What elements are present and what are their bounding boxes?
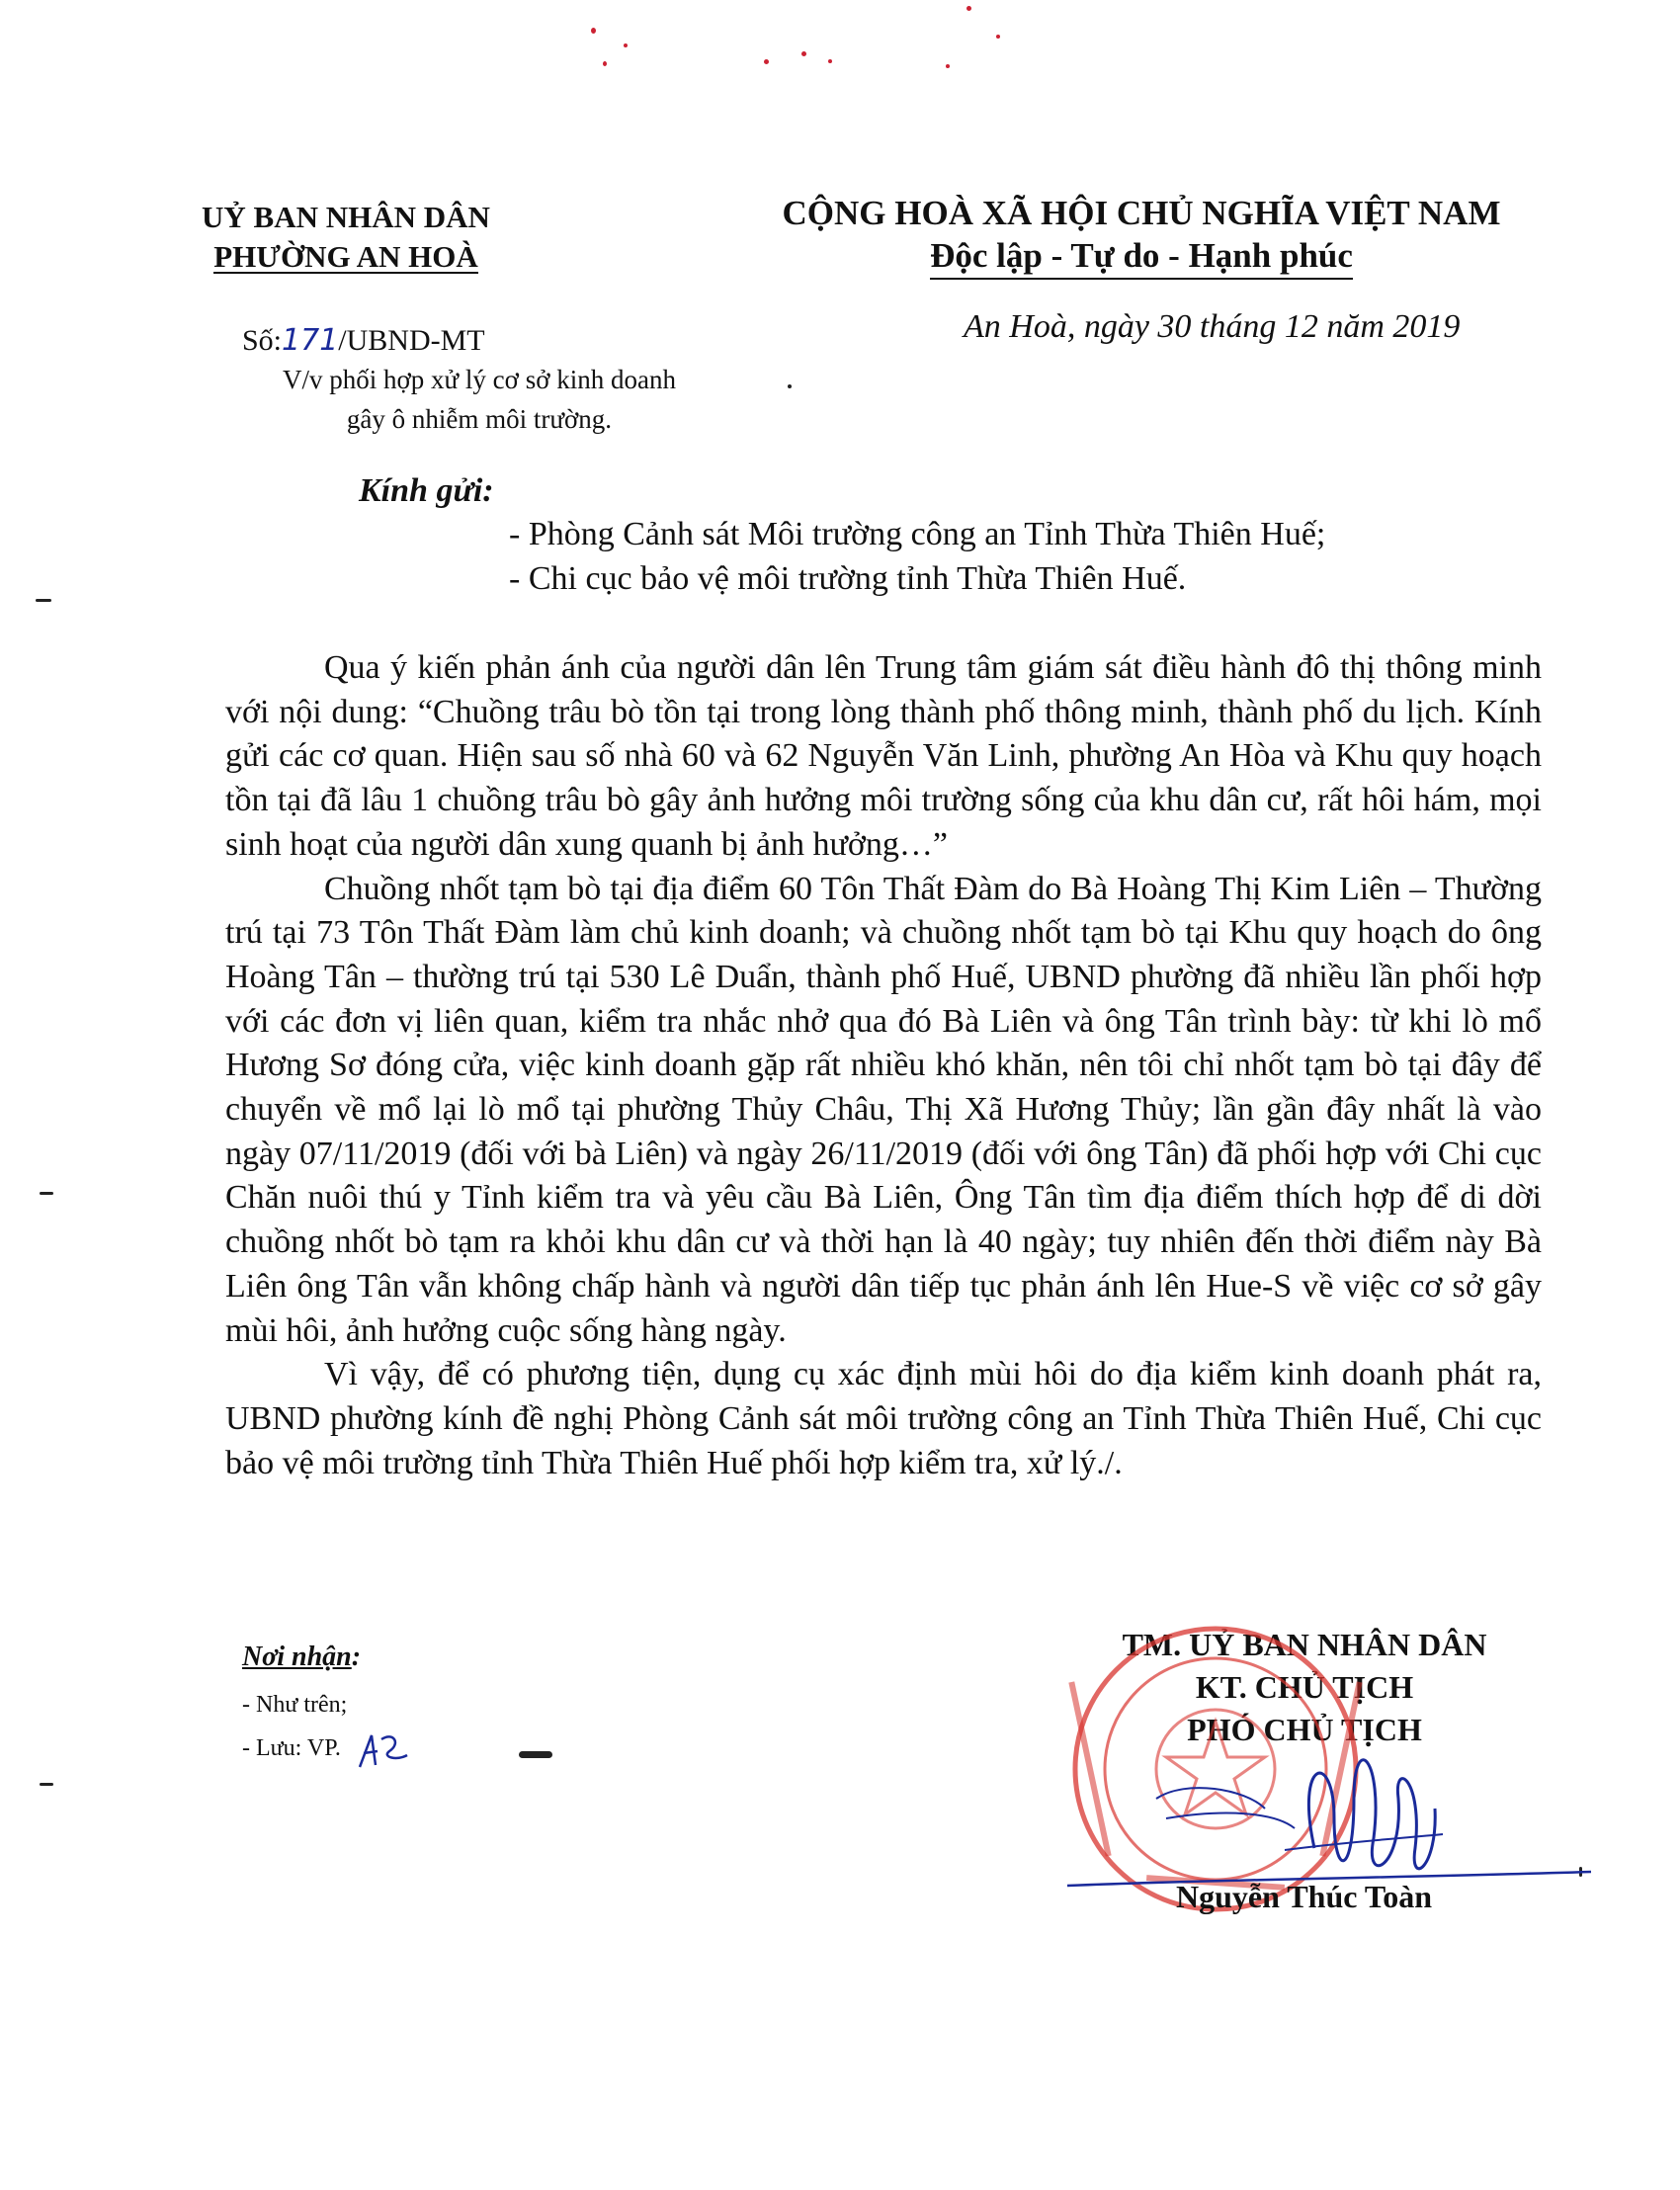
scan-speck: [40, 1192, 53, 1195]
body-paragraph: Qua ý kiến phản ánh của người dân lên Trung tâm giám sát điều hành đô thị thông minh với nội dung: “Chuồng trâu bò tồn tại trong lòng thành phố thông minh, thành phố du lịch. Kính gửi các cơ quan. Hiện sau số nhà 60 và 62 Nguyễn Văn Linh, phường An Hòa và Khu quy hoạch tồn tại đã lâu 1 chuồng trâu bò gây ảnh hưởng môi trường sống của khu dân cư, rất hôi hám, mọi sinh hoạt của người dân xung quanh bị ảnh hưởng…”: [225, 649, 1542, 863]
scan-speck: [966, 6, 971, 11]
scan-speck: [603, 61, 607, 66]
scan-speck: [36, 599, 51, 602]
scan-speck: [801, 51, 806, 56]
body-paragraph: Vì vậy, để có phương tiện, dụng cụ xác định mùi hôi do địa kiểm kinh doanh phát ra, UBND phường kính đề nghị Phòng Cảnh sát môi trường công an Tỉnh Thừa Thiên Huế, Chi cục bảo vệ môi trường tỉnh Thừa Thiên Huế phối hợp kiểm tra, xử lý./.: [225, 1356, 1542, 1481]
issuing-org: [183, 198, 509, 277]
subject-line-1: V/v phối hợp xử lý cơ sở kinh doanh: [283, 365, 676, 394]
document-body: [225, 646, 1542, 1485]
scan-speck: [40, 1783, 53, 1786]
document-subject: [222, 360, 736, 439]
scan-speck: [946, 64, 950, 68]
scan-speck: [519, 1751, 552, 1758]
noi-nhan-item: - Như trên;: [242, 1692, 348, 1718]
document-number: [242, 323, 485, 358]
recipients-label: Kính gửi:: [359, 472, 494, 509]
so-suffix: /UBND-MT: [338, 324, 485, 357]
scan-speck: [591, 28, 596, 34]
scan-speck: [996, 35, 1000, 39]
sign-line-1: TM. UỶ BAN NHÂN DÂN: [1122, 1627, 1487, 1662]
recipients-list: [509, 512, 1325, 601]
scan-speck: [788, 384, 792, 388]
noi-nhan-label: Nơi nhận: [242, 1642, 352, 1672]
national-motto: [751, 191, 1532, 276]
nation-name: CỘNG HOÀ XÃ HỘI CHỦ NGHĨA VIỆT NAM: [782, 194, 1501, 232]
signer-name: Nguyễn Thúc Toàn: [1176, 1879, 1433, 1914]
document-date: An Hoà, ngày 30 tháng 12 năm 2019: [964, 308, 1461, 345]
noi-nhan-colon: :: [351, 1642, 362, 1672]
motto: Độc lập - Tự do - Hạnh phúc: [930, 236, 1353, 280]
sign-line-3: PHÓ CHỦ TỊCH: [1187, 1712, 1422, 1747]
recipient-item: - Phòng Cảnh sát Môi trường công an Tỉnh Thừa Thiên Huế;: [509, 516, 1326, 552]
initials-mark: [354, 1727, 413, 1773]
recipient-item: - Chi cục bảo vệ môi trường tỉnh Thừa Thiên Huế.: [509, 560, 1187, 597]
subject-line-2: gây ô nhiễm môi trường.: [346, 404, 613, 434]
sign-line-2: KT. CHỦ TỊCH: [1195, 1669, 1414, 1705]
org-line-1: UỶ BAN NHÂN DÂN: [202, 200, 490, 234]
so-prefix: Số:: [242, 324, 283, 357]
scan-speck: [828, 59, 832, 63]
handwritten-number: 171: [282, 323, 339, 358]
scan-speck: [624, 43, 628, 47]
org-line-2: PHƯỜNG AN HOÀ: [213, 239, 478, 274]
body-paragraph: Chuồng nhốt tạm bò tại địa điểm 60 Tôn Thất Đàm do Bà Hoàng Thị Kim Liên – Thường trú tại 73 Tôn Thất Đàm làm chủ kinh doanh; và chuồng nhốt tạm bò tại Khu quy hoạch do ông Hoàng Tân – thường trú tại 530 Lê Duẩn, thành phố Huế, UBND phường đã nhiều lần phối hợp với các đơn vị liên quan, kiểm tra nhắc nhở qua đó Bà Liên và ông Tân trình bày: từ khi lò mổ Hương Sơ đóng cửa, việc kinh doanh gặp rất nhiều khó khăn, nên tôi chỉ nhốt tạm bò tại đây để chuyển về mổ lại lò mổ tại phường Thủy Châu, Thị Xã Hương Thủy; lần gần đây nhất là vào ngày 07/11/2019 (đối với bà Liên) và ngày 26/11/2019 (đối với ông Tân) đã phối hợp với Chi cục Chăn nuôi thú y Tỉnh kiểm tra và yêu cầu Bà Liên, Ông Tân tìm địa điểm thích hợp để di dời chuồng nhốt bò tạm ra khỏi khu dân cư và thời hạn là 40 ngày; tuy nhiên đến thời điểm này Bà Liên ông Tân vẫn không chấp hành và người dân tiếp tục phản ánh lên Hue-S về việc cơ sở gây mùi hôi, ảnh hưởng cuộc sống hàng ngày.: [225, 870, 1542, 1349]
scan-speck: [764, 59, 769, 64]
noi-nhan-item: - Lưu: VP.: [242, 1735, 341, 1761]
noi-nhan-title: [242, 1642, 361, 1673]
